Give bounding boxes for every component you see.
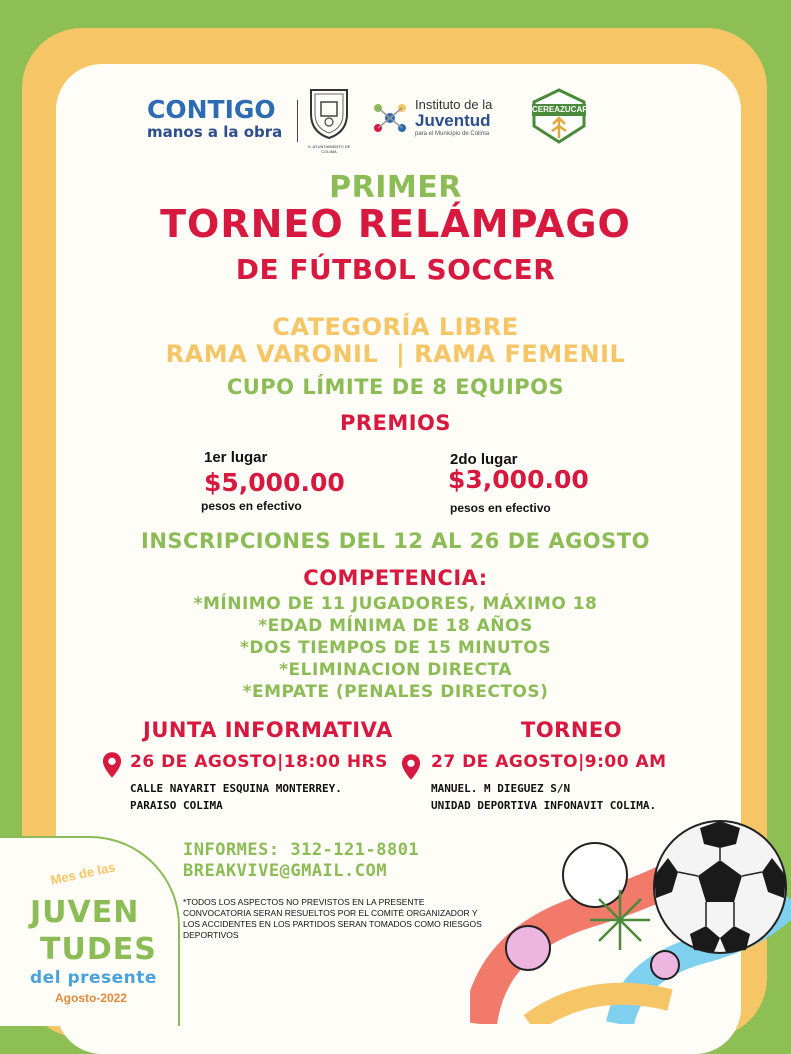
- instituto-line1: Instituto de la: [415, 97, 493, 112]
- logo-divider: [297, 100, 298, 142]
- ayuntamiento-seal: [305, 84, 353, 154]
- cereazucar-logo: [528, 88, 590, 148]
- contact-phone: INFORMES: 312-121-8801: [183, 840, 420, 860]
- cereazucar-badge-icon: [528, 88, 590, 144]
- badge-tudes: TUDES: [40, 932, 157, 967]
- separator: |: [578, 752, 585, 772]
- tournament-datetime: [431, 752, 667, 772]
- tournament-address-line2: UNIDAD DEPORTIVA INFONAVIT COLIMA.: [431, 799, 657, 812]
- map-pin-icon: [401, 753, 421, 781]
- badge-del-presente: del presente: [30, 968, 157, 988]
- instituto-logo: [415, 98, 492, 138]
- badge-mes-de-las: Mes de las: [49, 859, 117, 888]
- rule-item: *MÍNIMO DE 11 JUGADORES, MÁXIMO 18: [193, 594, 598, 614]
- contigo-logo-subtitle: manos a la obra: [147, 123, 283, 141]
- tournament-time: 9:00 AM: [584, 752, 667, 772]
- separator: |: [277, 752, 284, 772]
- tournament-heading: TORNEO: [521, 718, 623, 742]
- registration-dates: INSCRIPCIONES DEL 12 AL 26 DE AGOSTO: [141, 529, 650, 553]
- contact-email: BREAKVIVE@GMAIL.COM: [183, 861, 387, 881]
- rule-item: *ELIMINACION DIRECTA: [279, 660, 512, 680]
- badge-juven: JUVEN: [30, 895, 140, 930]
- contigo-logo: [147, 96, 282, 141]
- disclaimer: *TODOS LOS ASPECTOS NO PREVISTOS EN LA PRESENTE CONVOCATORIA SERAN RESUELTOS POR EL COMITÉ ORGANIZADOR Y LOS ACCIDENTES EN LOS PARTIDOS SERAN TOMADOS COMO RIESGOS DEPORTIVOS: [183, 897, 482, 940]
- badge-agosto: Agosto-2022: [55, 991, 128, 1005]
- meeting-heading: JUNTA INFORMATIVA: [143, 718, 393, 742]
- rule-item: *DOS TIEMPOS DE 15 MINUTOS: [240, 638, 551, 658]
- ayuntamiento-label: H. AYUNTAMIENTO DE COLIMA: [307, 144, 351, 154]
- contigo-logo-title: CONTIGO: [147, 95, 276, 124]
- category-ramas: RAMA VARONIL | RAMA FEMENIL: [165, 340, 626, 368]
- meeting-time: 18:00 HRS: [283, 752, 388, 772]
- second-place-amount: $3,000.00: [448, 465, 589, 494]
- coat-of-arms-icon: [305, 84, 353, 140]
- second-place-label: 2do lugar: [450, 451, 518, 468]
- title-torneo: TORNEO RELÁMPAGO: [160, 202, 631, 246]
- instituto-line3: para el Municipio de Colima: [415, 131, 490, 137]
- instituto-icon: [372, 100, 408, 140]
- first-place-note: pesos en efectivo: [201, 499, 302, 513]
- title-primer: PRIMER: [329, 170, 462, 205]
- second-place-note: pesos en efectivo: [450, 501, 551, 515]
- category-libre: CATEGORÍA LIBRE: [272, 313, 519, 341]
- soccer-ball-icon: [650, 818, 790, 956]
- title-futbol: DE FÚTBOL SOCCER: [235, 253, 556, 286]
- rule-item: *EDAD MÍNIMA DE 18 AÑOS: [258, 616, 533, 636]
- meeting-datetime: [130, 752, 388, 772]
- rule-item: *EMPATE (PENALES DIRECTOS): [242, 682, 549, 702]
- map-pin-icon: [102, 751, 122, 779]
- meeting-address-line2: PARAISO COLIMA: [130, 799, 223, 812]
- tournament-date: 27 DE AGOSTO: [431, 752, 579, 772]
- prizes-heading: PREMIOS: [339, 411, 452, 435]
- meeting-date: 26 DE AGOSTO: [130, 752, 278, 772]
- competition-heading: COMPETENCIA:: [303, 566, 488, 590]
- first-place-amount: $5,000.00: [204, 468, 345, 497]
- cereazucar-label: CEREAZUCAR: [532, 105, 588, 114]
- first-place-label: 1er lugar: [204, 449, 268, 466]
- instituto-line2: Juventud: [415, 111, 491, 130]
- team-limit: CUPO LÍMITE DE 8 EQUIPOS: [226, 375, 565, 399]
- meeting-address-line1: CALLE NAYARIT ESQUINA MONTERREY.: [130, 782, 342, 795]
- sparkle-icon: [590, 890, 650, 950]
- tournament-address-line1: MANUEL. M DIEGUEZ S/N: [431, 782, 571, 795]
